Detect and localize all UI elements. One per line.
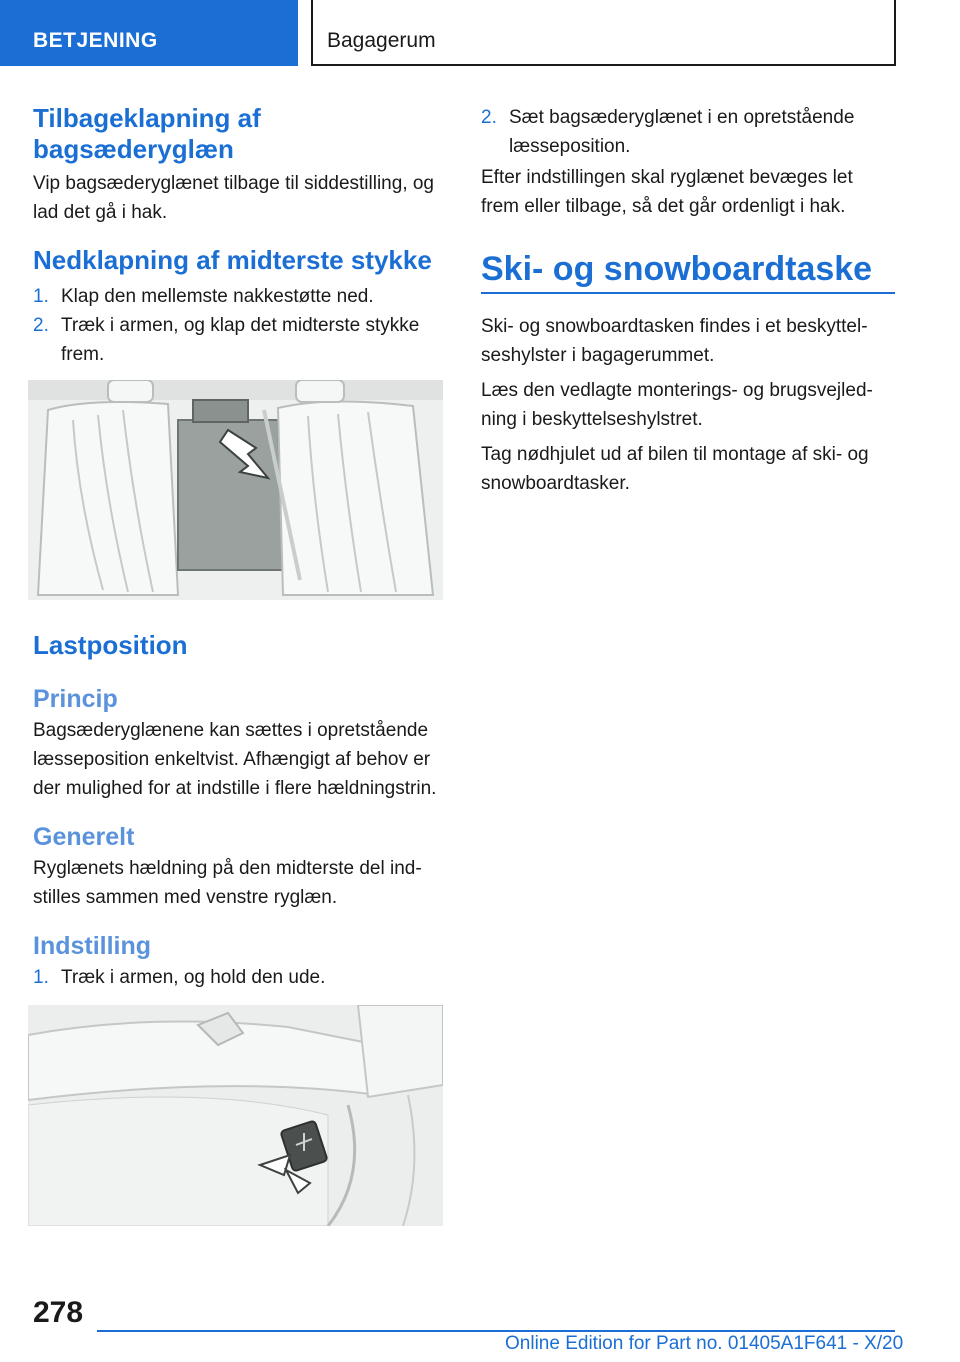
nedklap-steps [33,282,443,369]
ski-p2-line-2: ning i beskyttelseshylstret. [481,409,703,430]
tilbage-heading-line1: Tilbageklapning af [33,103,261,133]
princip-line-1: Bagsæderyglænene kan sættes i opretstående [33,720,429,741]
ski-heading-rule [481,292,895,294]
step-number: 2. [481,107,497,128]
after-text [481,163,895,221]
nedklap-step-2 [33,311,443,369]
step-text: Træk i armen, og klap det midterste stykke [61,315,420,336]
right-column [481,103,895,221]
step-text: frem. [61,344,105,365]
after-line-1: Efter indstillingen skal ryglænet bevæges let [481,167,853,188]
rear-seat-illustration [28,380,443,600]
ski-p3-line-1: Tag nødhjulet ud af bilen til montage af ski- og [481,444,869,465]
ski-section [481,250,895,289]
ski-paragraph-1 [481,312,895,370]
generelt-line-2: stilles sammen med venstre ryglæn. [33,887,338,908]
ski-p3-line-2: snowboardtasker. [481,473,630,494]
ski-paragraph-3 [481,440,895,498]
last-heading: Lastposition [33,630,188,660]
rear-seat-drawing [28,380,443,600]
ski-p1-line-2: seshylster i bagagerummet. [481,345,715,366]
step-text: Klap den mellemste nakkestøtte ned. [61,286,374,307]
last-section [33,630,443,992]
chapter-title: Bagagerum [311,0,896,66]
release-lever-illustration [28,1005,443,1226]
nedklap-heading: Nedklapning af midterste stykke [33,245,432,275]
step-number: 1. [33,286,49,307]
step-text: Træk i armen, og hold den ude. [61,967,326,988]
ski-heading: Ski- og snowboardtaske [481,250,873,288]
step-number: 1. [33,967,49,988]
ski-p1-line-1: Ski- og snowboardtasken findes i et beskyttel- [481,316,868,337]
footer-rule [97,1330,895,1332]
ski-paragraph-2 [481,376,895,434]
princip-line-2: læsseposition enkeltvist. Afhængigt af behov er [33,749,431,770]
ski-p2-line-1: Læs den vedlagte monterings- og brugsvejled- [481,380,873,401]
step-text: læsseposition. [509,136,631,157]
generelt-line-1: Ryglænets hældning på den midterste del ind- [33,858,422,879]
indstilling-step-1 [33,963,443,992]
tilbage-section [33,103,443,227]
after-line-2: frem eller tilbage, så det går ordenligt i hak. [481,196,846,217]
step-text: Sæt bagsæderyglænet i en opretstående [509,107,855,128]
indstilling-heading: Indstilling [33,932,152,960]
footer-edition: Online Edition for Part no. 01405A1F641 - X/20 [505,1333,904,1354]
section-tab: BETJENING [0,0,298,66]
oprets-step-2 [481,103,895,161]
princip-text [33,716,443,803]
tilbage-text-line2: lad det gå i hak. [33,202,168,223]
ski-text [481,312,895,498]
tilbage-text-line1: Vip bagsæderyglænet tilbage til siddestilling, og [33,173,435,194]
step-number: 2. [33,315,49,336]
nedklap-section [33,245,443,369]
nedklap-step-1 [33,282,443,311]
page-number: 278 [33,1296,84,1329]
generelt-heading: Generelt [33,823,135,851]
princip-heading: Princip [33,685,118,713]
release-lever-drawing [28,1005,443,1226]
princip-line-3: der mulighed for at indstille i flere hældningstrin. [33,778,437,799]
generelt-text [33,854,443,912]
tilbage-heading-line2: bagsæderyglæn [33,134,234,164]
